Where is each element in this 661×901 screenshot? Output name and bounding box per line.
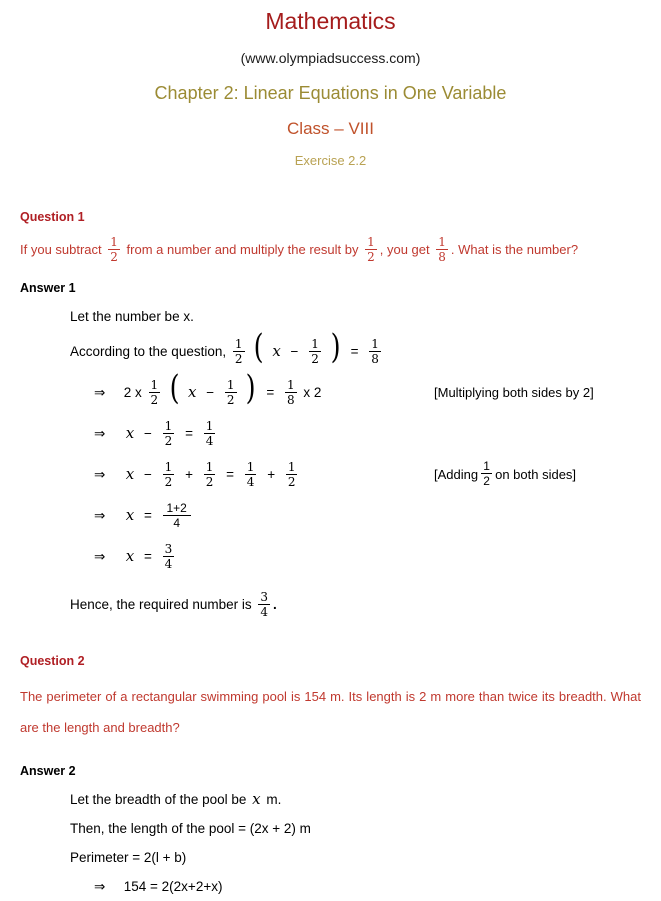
a2-line4-text: 154 = 2(2x+2+x) bbox=[123, 879, 223, 894]
eq2-coefficient-fraction bbox=[149, 379, 161, 406]
answer-2-line-2: Then, the length of the pool = (2x + 2) m bbox=[70, 821, 311, 836]
eq1-inner-fraction bbox=[309, 338, 321, 365]
eq4-fraction-4 bbox=[286, 461, 298, 488]
equals-sign: = bbox=[144, 508, 152, 523]
implies-arrow-icon: ⇒ bbox=[94, 385, 106, 400]
numerator: 1 bbox=[205, 418, 214, 433]
implies-arrow-icon: ⇒ bbox=[94, 549, 106, 564]
chapter-title: Chapter 2: Linear Equations in One Variable bbox=[154, 83, 507, 103]
page-title: Mathematics bbox=[265, 8, 396, 34]
numerator: 1 bbox=[164, 418, 173, 433]
website-url: (www.olympiadsuccess.com) bbox=[240, 50, 421, 66]
answer-1-equation-5 bbox=[94, 495, 641, 536]
denominator: 4 bbox=[205, 433, 214, 448]
variable-x: x bbox=[252, 790, 261, 808]
variable-x: x bbox=[272, 342, 281, 360]
note-adding-prefix: [Adding bbox=[434, 467, 479, 482]
q1-text-part-3: , you get bbox=[379, 242, 430, 257]
answer-2-heading: Answer 2 bbox=[20, 764, 76, 778]
q1-text-part-4: . What is the number? bbox=[450, 242, 579, 257]
denominator: 8 bbox=[286, 392, 295, 407]
note-adding-suffix: on both sides] bbox=[495, 467, 577, 482]
question-1-text bbox=[20, 235, 641, 265]
denominator: 2 bbox=[164, 474, 173, 489]
numerator: 1 bbox=[438, 234, 446, 249]
plus-operator: + bbox=[267, 467, 276, 482]
answer-1-equation-4 bbox=[94, 454, 641, 495]
denominator: 4 bbox=[260, 604, 269, 619]
a2-line1-suffix: m. bbox=[266, 792, 282, 807]
numerator: 1 bbox=[367, 234, 375, 249]
denominator: 4 bbox=[246, 474, 255, 489]
denominator: 8 bbox=[438, 250, 446, 265]
minus-operator: − bbox=[144, 467, 152, 482]
answer-1-equation-3 bbox=[94, 413, 641, 454]
answer-1-conclusion bbox=[70, 584, 641, 625]
note-adding-fraction bbox=[481, 460, 492, 487]
implies-arrow-icon: ⇒ bbox=[94, 508, 106, 523]
document-content bbox=[0, 210, 661, 901]
question-1-heading: Question 1 bbox=[20, 210, 85, 224]
numerator: 1 bbox=[234, 336, 243, 351]
numerator: 1 bbox=[371, 336, 379, 351]
minus-operator: − bbox=[290, 344, 299, 359]
variable-x: x bbox=[125, 465, 135, 483]
question-2-heading: Question 2 bbox=[20, 654, 85, 668]
equals-sign: = bbox=[144, 549, 152, 564]
denominator: 4 bbox=[173, 515, 180, 530]
minus-operator: − bbox=[206, 385, 215, 400]
answer-1-equation-6 bbox=[94, 536, 641, 577]
conclusion-period: . bbox=[273, 597, 277, 612]
eq2-rhs-fraction bbox=[285, 379, 297, 406]
denominator: 2 bbox=[164, 433, 173, 448]
eq3-fraction-1 bbox=[163, 420, 175, 447]
answer-1-heading: Answer 1 bbox=[20, 281, 76, 295]
eq2-tail: x 2 bbox=[303, 385, 322, 400]
eq4-fraction-1 bbox=[163, 461, 175, 488]
exercise-label: Exercise 2.2 bbox=[294, 153, 367, 168]
eq3-fraction-2 bbox=[204, 420, 216, 447]
denominator: 2 bbox=[234, 351, 243, 366]
variable-x: x bbox=[187, 383, 197, 401]
numerator: 1 bbox=[483, 458, 490, 473]
eq5-result-fraction bbox=[163, 502, 191, 529]
eq1-rhs-fraction bbox=[369, 338, 381, 365]
numerator: 1 bbox=[246, 459, 255, 474]
q1-fraction-2 bbox=[365, 236, 377, 263]
numerator: 1+2 bbox=[166, 500, 187, 515]
answer-1-note-multiplying: [Multiplying both sides by 2] bbox=[434, 385, 594, 400]
numerator: 3 bbox=[260, 589, 269, 604]
equals-sign: = bbox=[350, 344, 359, 359]
q1-text-part-1: If you subtract bbox=[20, 242, 102, 257]
numerator: 1 bbox=[287, 459, 296, 474]
numerator: 1 bbox=[311, 336, 319, 351]
eq4-fraction-2 bbox=[204, 461, 216, 488]
conclusion-fraction bbox=[258, 591, 270, 618]
variable-x: x bbox=[125, 424, 135, 442]
question-2-text: The perimeter of a rectangular swimming pool is 154 m. Its length is 2 m more than twice its breadth. What are the length and breadth? bbox=[20, 689, 641, 735]
denominator: 4 bbox=[164, 556, 173, 571]
equals-sign: = bbox=[226, 467, 235, 482]
numerator: 1 bbox=[226, 377, 235, 392]
equals-sign: = bbox=[266, 385, 275, 400]
denominator: 8 bbox=[371, 351, 379, 366]
variable-x: x bbox=[125, 547, 135, 565]
eq4-fraction-3 bbox=[245, 461, 257, 488]
answer-1-note-adding bbox=[434, 454, 576, 495]
minus-operator: − bbox=[144, 426, 152, 441]
eq1-coefficient-fraction bbox=[233, 338, 245, 365]
q1-fraction-1 bbox=[108, 236, 120, 263]
a2-line1-prefix: Let the breadth of the pool be bbox=[70, 792, 247, 807]
class-label: Class – VIII bbox=[287, 119, 374, 138]
denominator: 2 bbox=[205, 474, 214, 489]
answer-1-body bbox=[70, 302, 641, 625]
eq6-result-fraction bbox=[163, 543, 175, 570]
equals-sign: = bbox=[185, 426, 193, 441]
answer-1-let-line: Let the number be x. bbox=[70, 309, 194, 324]
answer-2-line-4 bbox=[94, 872, 641, 901]
answer-1-equation-1: According to the question, $\frac{1}{2}$ ( x − $\frac{1}{2}$ ) = $\frac{1}{8}$ bbox=[70, 327, 379, 367]
numerator: 1 bbox=[164, 459, 173, 474]
denominator: 2 bbox=[287, 474, 296, 489]
numerator: 1 bbox=[110, 234, 118, 249]
denominator: 2 bbox=[110, 250, 118, 265]
numerator: 1 bbox=[150, 377, 159, 392]
document-header bbox=[0, 0, 661, 172]
q1-text-part-2: from a number and multiply the result by bbox=[126, 242, 359, 257]
denominator: 2 bbox=[226, 392, 235, 407]
implies-arrow-icon: ⇒ bbox=[94, 467, 106, 482]
eq2-lead: 2 x bbox=[123, 385, 142, 400]
denominator: 2 bbox=[483, 474, 490, 488]
answer-2-line-1 bbox=[70, 785, 641, 814]
implies-arrow-icon: ⇒ bbox=[94, 879, 106, 894]
numerator: 1 bbox=[205, 459, 214, 474]
denominator: 2 bbox=[311, 351, 319, 366]
conclusion-prefix: Hence, the required number is bbox=[70, 597, 252, 612]
numerator: 3 bbox=[164, 541, 173, 556]
eq2-inner-fraction bbox=[225, 379, 237, 406]
denominator: 2 bbox=[150, 392, 159, 407]
denominator: 2 bbox=[367, 250, 375, 265]
plus-operator: + bbox=[185, 467, 193, 482]
numerator: 1 bbox=[286, 377, 295, 392]
answer-2-line-3: Perimeter = 2(l + b) bbox=[70, 850, 187, 865]
q1-fraction-3 bbox=[436, 236, 448, 263]
variable-x: x bbox=[125, 506, 135, 524]
answer-2-body bbox=[70, 785, 641, 901]
according-label: According to the question, bbox=[70, 344, 227, 359]
implies-arrow-icon: ⇒ bbox=[94, 426, 106, 441]
answer-1-equation-2: ⇒ 2 x $\frac{1}{2}$ ( x − $\frac{1}{2}$ ) = $\frac{1}{8}$ x 2 [Multiplying both sides by 2] bbox=[94, 372, 641, 413]
